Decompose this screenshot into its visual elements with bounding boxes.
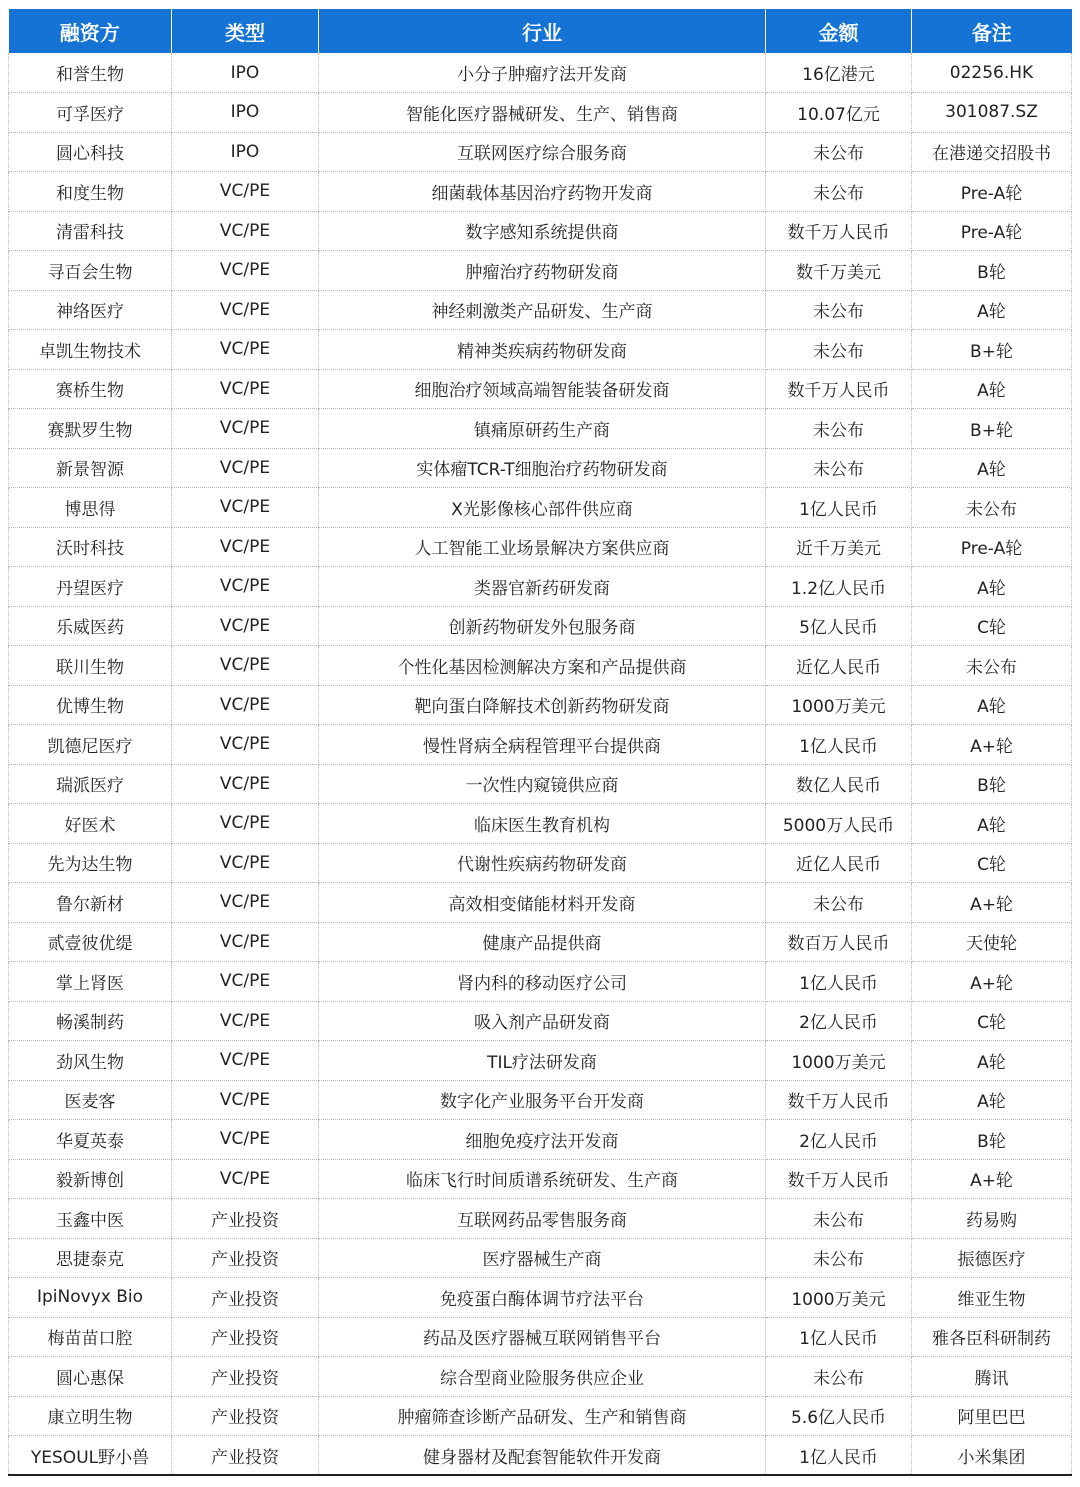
table-row [9, 211, 1072, 251]
cell-amount: 未公布 [766, 1357, 912, 1397]
cell-financier: 赛桥生物 [9, 369, 172, 409]
table-row [9, 290, 1072, 330]
table-row [9, 1080, 1072, 1120]
cell-financier: 和度生物 [9, 172, 172, 212]
cell-remark: A轮 [912, 369, 1072, 409]
cell-type: IPO [172, 132, 319, 172]
cell-industry: 智能化医疗器械研发、生产、销售商 [319, 93, 766, 133]
cell-remark: 未公布 [912, 646, 1072, 686]
cell-remark: B轮 [912, 251, 1072, 291]
cell-type: VC/PE [172, 1159, 319, 1199]
cell-industry: 细胞免疫疗法开发商 [319, 1120, 766, 1160]
cell-industry: 镇痛原研药生产商 [319, 409, 766, 449]
cell-financier: 清雷科技 [9, 211, 172, 251]
cell-industry: 数字化产业服务平台开发商 [319, 1080, 766, 1120]
cell-industry: 互联网药品零售服务商 [319, 1199, 766, 1239]
cell-remark: A轮 [912, 567, 1072, 607]
table-header [9, 9, 1072, 53]
cell-industry: 健身器材及配套智能软件开发商 [319, 1436, 766, 1476]
cell-type: VC/PE [172, 922, 319, 962]
cell-financier: 梅苗苗口腔 [9, 1317, 172, 1357]
table-row [9, 1238, 1072, 1278]
table-row [9, 567, 1072, 607]
table-row [9, 1159, 1072, 1199]
cell-remark: 301087.SZ [912, 93, 1072, 133]
table-row [9, 132, 1072, 172]
cell-amount: 未公布 [766, 1199, 912, 1239]
cell-type: 产业投资 [172, 1278, 319, 1318]
cell-type: VC/PE [172, 330, 319, 370]
cell-financier: 可孚医疗 [9, 93, 172, 133]
cell-type: VC/PE [172, 804, 319, 844]
table-row [9, 606, 1072, 646]
cell-financier: 瑞派医疗 [9, 764, 172, 804]
cell-amount: 1.2亿人民币 [766, 567, 912, 607]
table-row [9, 764, 1072, 804]
cell-remark: A轮 [912, 804, 1072, 844]
cell-amount: 未公布 [766, 1238, 912, 1278]
cell-amount: 1亿人民币 [766, 1317, 912, 1357]
table-row [9, 172, 1072, 212]
cell-amount: 未公布 [766, 448, 912, 488]
table-row [9, 1278, 1072, 1318]
cell-financier: 乐威医药 [9, 606, 172, 646]
cell-financier: 神络医疗 [9, 290, 172, 330]
cell-financier: 寻百会生物 [9, 251, 172, 291]
cell-industry: X光影像核心部件供应商 [319, 488, 766, 528]
table-row [9, 409, 1072, 449]
cell-amount: 5亿人民币 [766, 606, 912, 646]
cell-amount: 5.6亿人民币 [766, 1396, 912, 1436]
table-row [9, 1396, 1072, 1436]
cell-amount: 数千万人民币 [766, 1159, 912, 1199]
table-row [9, 251, 1072, 291]
table-row [9, 685, 1072, 725]
cell-financier: 博思得 [9, 488, 172, 528]
cell-amount: 1亿人民币 [766, 725, 912, 765]
cell-amount: 近千万美元 [766, 527, 912, 567]
table-row [9, 93, 1072, 133]
cell-remark: A轮 [912, 1041, 1072, 1081]
cell-amount: 1000万美元 [766, 1041, 912, 1081]
cell-amount: 未公布 [766, 330, 912, 370]
cell-industry: 慢性肾病全病程管理平台提供商 [319, 725, 766, 765]
cell-amount: 数亿人民币 [766, 764, 912, 804]
header-amount: 金额 [766, 9, 912, 53]
cell-remark: C轮 [912, 1001, 1072, 1041]
cell-financier: 凯德尼医疗 [9, 725, 172, 765]
table-row [9, 804, 1072, 844]
cell-amount: 1亿人民币 [766, 488, 912, 528]
cell-remark: B+轮 [912, 409, 1072, 449]
cell-amount: 1亿人民币 [766, 1436, 912, 1476]
cell-industry: 免疫蛋白酶体调节疗法平台 [319, 1278, 766, 1318]
cell-financier: 沃时科技 [9, 527, 172, 567]
cell-type: VC/PE [172, 606, 319, 646]
cell-industry: 吸入剂产品研发商 [319, 1001, 766, 1041]
cell-type: IPO [172, 53, 319, 93]
cell-remark: 振德医疗 [912, 1238, 1072, 1278]
cell-financier: 丹望医疗 [9, 567, 172, 607]
cell-remark: 维亚生物 [912, 1278, 1072, 1318]
table-row [9, 1120, 1072, 1160]
cell-type: VC/PE [172, 646, 319, 686]
table-row [9, 962, 1072, 1002]
cell-financier: 鲁尔新材 [9, 883, 172, 923]
cell-type: VC/PE [172, 725, 319, 765]
cell-industry: 肾内科的移动医疗公司 [319, 962, 766, 1002]
cell-financier: 新景智源 [9, 448, 172, 488]
cell-type: 产业投资 [172, 1396, 319, 1436]
cell-remark: 药易购 [912, 1199, 1072, 1239]
cell-financier: 思捷泰克 [9, 1238, 172, 1278]
cell-type: VC/PE [172, 1001, 319, 1041]
header-type: 类型 [172, 9, 319, 53]
table-row [9, 1199, 1072, 1239]
cell-amount: 16亿港元 [766, 53, 912, 93]
cell-financier: 联川生物 [9, 646, 172, 686]
cell-type: VC/PE [172, 527, 319, 567]
cell-type: VC/PE [172, 448, 319, 488]
cell-amount: 数千万人民币 [766, 1080, 912, 1120]
cell-remark: Pre-A轮 [912, 172, 1072, 212]
cell-financier: 掌上肾医 [9, 962, 172, 1002]
cell-industry: 人工智能工业场景解决方案供应商 [319, 527, 766, 567]
cell-financier: 卓凯生物技术 [9, 330, 172, 370]
cell-type: 产业投资 [172, 1436, 319, 1476]
cell-remark: 阿里巴巴 [912, 1396, 1072, 1436]
cell-industry: 细菌载体基因治疗药物开发商 [319, 172, 766, 212]
cell-type: 产业投资 [172, 1238, 319, 1278]
cell-financier: 贰壹彼优缇 [9, 922, 172, 962]
cell-amount: 2亿人民币 [766, 1120, 912, 1160]
cell-remark: A轮 [912, 290, 1072, 330]
cell-amount: 数百万人民币 [766, 922, 912, 962]
cell-industry: 综合型商业险服务供应企业 [319, 1357, 766, 1397]
cell-amount: 近亿人民币 [766, 646, 912, 686]
cell-industry: 临床飞行时间质谱系统研发、生产商 [319, 1159, 766, 1199]
cell-industry: 肿瘤筛查诊断产品研发、生产和销售商 [319, 1396, 766, 1436]
cell-industry: 神经刺激类产品研发、生产商 [319, 290, 766, 330]
cell-amount: 1000万美元 [766, 685, 912, 725]
cell-amount: 1亿人民币 [766, 962, 912, 1002]
cell-remark: A+轮 [912, 725, 1072, 765]
cell-amount: 5000万人民币 [766, 804, 912, 844]
cell-industry: 数字感知系统提供商 [319, 211, 766, 251]
cell-industry: 个性化基因检测解决方案和产品提供商 [319, 646, 766, 686]
cell-type: VC/PE [172, 1080, 319, 1120]
cell-amount: 数千万人民币 [766, 369, 912, 409]
cell-type: VC/PE [172, 409, 319, 449]
cell-amount: 数千万美元 [766, 251, 912, 291]
cell-type: VC/PE [172, 251, 319, 291]
cell-industry: 医疗器械生产商 [319, 1238, 766, 1278]
cell-remark: B轮 [912, 1120, 1072, 1160]
table-row [9, 922, 1072, 962]
cell-financier: 好医术 [9, 804, 172, 844]
cell-financier: 先为达生物 [9, 843, 172, 883]
cell-type: VC/PE [172, 1120, 319, 1160]
cell-industry: 临床医生教育机构 [319, 804, 766, 844]
cell-financier: 华夏英泰 [9, 1120, 172, 1160]
cell-financier: 赛默罗生物 [9, 409, 172, 449]
cell-type: VC/PE [172, 567, 319, 607]
cell-amount: 数千万人民币 [766, 211, 912, 251]
cell-financier: IpiNovyx Bio [9, 1278, 172, 1318]
cell-remark: A+轮 [912, 883, 1072, 923]
cell-industry: 靶向蛋白降解技术创新药物研发商 [319, 685, 766, 725]
cell-remark: Pre-A轮 [912, 527, 1072, 567]
cell-financier: 优博生物 [9, 685, 172, 725]
cell-financier: 毅新博创 [9, 1159, 172, 1199]
table-row [9, 53, 1072, 93]
cell-remark: A轮 [912, 448, 1072, 488]
table-row [9, 488, 1072, 528]
cell-remark: A轮 [912, 1080, 1072, 1120]
cell-remark: B+轮 [912, 330, 1072, 370]
cell-type: VC/PE [172, 369, 319, 409]
table-row [9, 1317, 1072, 1357]
cell-remark: A+轮 [912, 962, 1072, 1002]
financing-table-container [8, 9, 1071, 1476]
cell-type: 产业投资 [172, 1199, 319, 1239]
cell-amount: 近亿人民币 [766, 843, 912, 883]
cell-type: VC/PE [172, 685, 319, 725]
table-row [9, 369, 1072, 409]
table-body [9, 53, 1072, 1475]
header-row [9, 9, 1072, 53]
header-remark: 备注 [971, 20, 1012, 45]
cell-amount: 未公布 [766, 290, 912, 330]
cell-type: VC/PE [172, 172, 319, 212]
cell-financier: 劲风生物 [9, 1041, 172, 1081]
financing-table [8, 9, 1072, 1476]
cell-amount: 1000万美元 [766, 1278, 912, 1318]
cell-industry: 小分子肿瘤疗法开发商 [319, 53, 766, 93]
cell-type: 产业投资 [172, 1357, 319, 1397]
cell-type: VC/PE [172, 488, 319, 528]
cell-remark: 小米集团 [912, 1436, 1072, 1476]
cell-financier: 畅溪制药 [9, 1001, 172, 1041]
cell-amount: 未公布 [766, 172, 912, 212]
cell-industry: TIL疗法研发商 [319, 1041, 766, 1081]
table-row [9, 330, 1072, 370]
cell-financier: YESOUL野小兽 [9, 1436, 172, 1476]
cell-industry: 实体瘤TCR-T细胞治疗药物研发商 [319, 448, 766, 488]
cell-remark: 腾讯 [912, 1357, 1072, 1397]
cell-type: VC/PE [172, 843, 319, 883]
cell-financier: 玉鑫中医 [9, 1199, 172, 1239]
cell-remark: C轮 [912, 606, 1072, 646]
cell-financier: 和誉生物 [9, 53, 172, 93]
cell-industry: 肿瘤治疗药物研发商 [319, 251, 766, 291]
cell-remark: 天使轮 [912, 922, 1072, 962]
cell-type: 产业投资 [172, 1317, 319, 1357]
cell-industry: 创新药物研发外包服务商 [319, 606, 766, 646]
table-row [9, 1041, 1072, 1081]
cell-remark: 未公布 [912, 488, 1072, 528]
table-row [9, 527, 1072, 567]
cell-type: VC/PE [172, 962, 319, 1002]
cell-amount: 未公布 [766, 132, 912, 172]
cell-industry: 高效相变储能材料开发商 [319, 883, 766, 923]
cell-type: IPO [172, 93, 319, 133]
table-row [9, 1357, 1072, 1397]
cell-remark: 雅各臣科研制药 [912, 1317, 1072, 1357]
cell-industry: 类器官新药研发商 [319, 567, 766, 607]
cell-financier: 医麦客 [9, 1080, 172, 1120]
table-row [9, 843, 1072, 883]
cell-industry: 健康产品提供商 [319, 922, 766, 962]
cell-type: VC/PE [172, 764, 319, 804]
cell-amount: 未公布 [766, 883, 912, 923]
header-industry: 行业 [319, 9, 766, 53]
cell-financier: 圆心惠保 [9, 1357, 172, 1397]
header-financier: 融资方 [9, 9, 172, 53]
cell-financier: 圆心科技 [9, 132, 172, 172]
cell-industry: 细胞治疗领域高端智能装备研发商 [319, 369, 766, 409]
cell-remark: A+轮 [912, 1159, 1072, 1199]
cell-type: VC/PE [172, 1041, 319, 1081]
cell-amount: 2亿人民币 [766, 1001, 912, 1041]
table-row [9, 725, 1072, 765]
table-row [9, 448, 1072, 488]
cell-remark: A轮 [912, 685, 1072, 725]
cell-industry: 代谢性疾病药物研发商 [319, 843, 766, 883]
cell-type: VC/PE [172, 211, 319, 251]
cell-industry: 互联网医疗综合服务商 [319, 132, 766, 172]
cell-remark: Pre-A轮 [912, 211, 1072, 251]
cell-industry: 精神类疾病药物研发商 [319, 330, 766, 370]
cell-remark: B轮 [912, 764, 1072, 804]
table-row [9, 883, 1072, 923]
cell-type: VC/PE [172, 290, 319, 330]
table-row [9, 646, 1072, 686]
cell-financier: 康立明生物 [9, 1396, 172, 1436]
cell-amount: 未公布 [766, 409, 912, 449]
cell-industry: 药品及医疗器械互联网销售平台 [319, 1317, 766, 1357]
cell-remark: 在港递交招股书 [912, 132, 1072, 172]
cell-remark: C轮 [912, 843, 1072, 883]
cell-remark: 02256.HK [912, 53, 1072, 93]
table-row [9, 1001, 1072, 1041]
cell-type: VC/PE [172, 883, 319, 923]
cell-industry: 一次性内窥镜供应商 [319, 764, 766, 804]
cell-amount: 10.07亿元 [766, 93, 912, 133]
table-row [9, 1436, 1072, 1476]
